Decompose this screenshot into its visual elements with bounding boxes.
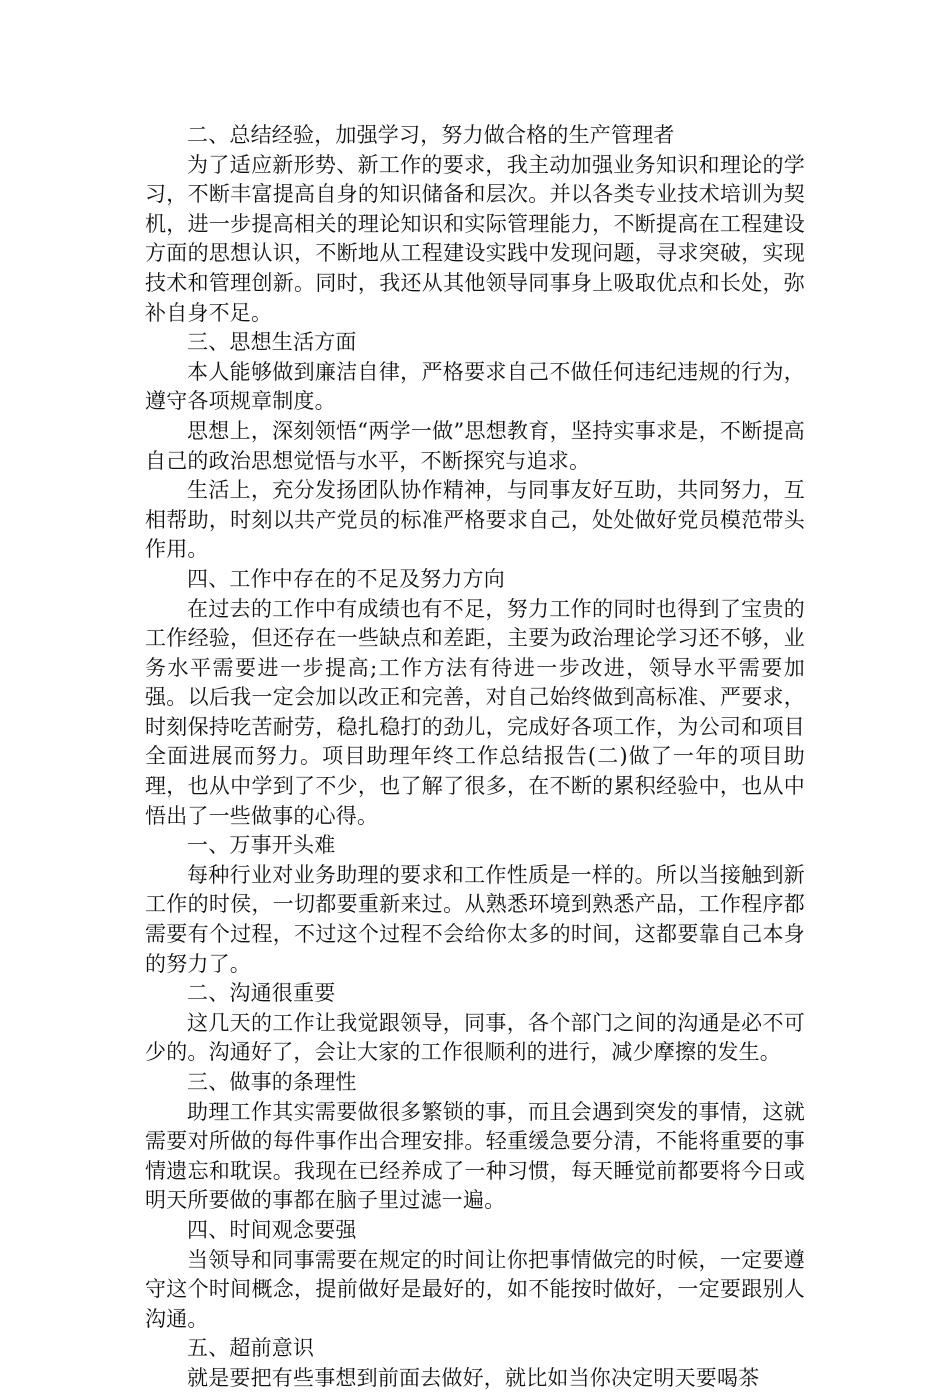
section-heading: 四、时间观念要强 [187, 1217, 357, 1242]
section-heading: 三、做事的条理性 [187, 1070, 357, 1094]
body-paragraph: 在过去的工作中有成绩也有不足，努力工作的同时也得到了宝贵的工作经验，但还存在一些缺点和差距，主要为政治理论学习还不够，业务水平需要进一步提高;工作方法有待进一步改进，领导水平需要加强。以后我一定会加以改正和完善，对自己始终做到高标准、严要求，时刻保持吃苦耐劳，稳扎稳打的劲儿，完成好各项工作，为公司和项目全面进展而努力。项目助理年终工作总结报告(二)做了一年的项目助理，也从中学到了不少，也了解了很多，在不断的累积经验中，也从中悟出了一些做事的心得。 [145, 596, 805, 828]
body-paragraph: 当领导和同事需要在规定的时间让你把事情做完的时候，一定要遵守这个时间概念，提前做好是最好的，如不能按时做好，一定要跟别人沟通。 [145, 1247, 805, 1331]
section-heading: 五、超前意识 [187, 1336, 315, 1361]
section-heading: 二、总结经验，加强学习，努力做合格的生产管理者 [187, 123, 675, 147]
document-body [145, 121, 805, 1394]
body-paragraph: 本人能够做到廉洁自律，严格要求自己不做任何违纪违规的行为，遵守各项规章制度。 [145, 359, 805, 414]
body-paragraph: 这几天的工作让我觉跟领导，同事，各个部门之间的沟通是必不可少的。沟通好了，会让大家的工作很顺利的进行，减少摩擦的发生。 [145, 1010, 805, 1065]
body-paragraph: 就是要把有些事想到前面去做好，就比如当你决定明天要喝茶 [187, 1365, 760, 1390]
section-heading: 一、万事开头难 [187, 833, 336, 858]
section-heading: 三、思想生活方面 [187, 330, 357, 355]
body-paragraph: 为了适应新形势、新工作的要求，我主动加强业务知识和理论的学习，不断丰富提高自身的知识储备和层次。并以各类专业技术培训为契机，进一步提高相关的理论知识和实际管理能力，不断提高在工程建设方面的思想认识，不断地从工程建设实践中发现问题，寻求突破，实现技术和管理创新。同时，我还从其他领导同事身上吸取优点和长处，弥补自身不足。 [145, 152, 805, 325]
body-paragraph: 每种行业对业务助理的要求和工作性质是一样的。所以当接触到新工作的时侯，一切都要重新来过。从熟悉环境到熟悉产品，工作程序都需要有个过程，不过这个过程不会给你太多的时间，这都要靠自己本身的努力了。 [145, 862, 805, 976]
section-heading: 二、沟通很重要 [187, 981, 336, 1006]
section-heading: 四、工作中存在的不足及努力方向 [187, 566, 505, 591]
body-paragraph: 思想上，深刻领悟“两学一做”思想教育，坚持实事求是，不断提高自己的政治思想觉悟与水平，不断探究与追求。 [145, 418, 805, 473]
body-paragraph: 生活上，充分发扬团队协作精神，与同事友好互助，共同努力，互相帮助，时刻以共产党员的标准严格要求自己，处处做好党员模范带头作用。 [145, 478, 805, 562]
body-paragraph: 助理工作其实需要做很多繁锁的事，而且会遇到突发的事情，这就需要对所做的每件事作出合理安排。轻重缓急要分清，不能将重要的事情遗忘和耽误。我现在已经养成了一种习惯，每天睡觉前都要将今日或明天所要做的事都在脑子里过滤一遍。 [145, 1099, 805, 1213]
